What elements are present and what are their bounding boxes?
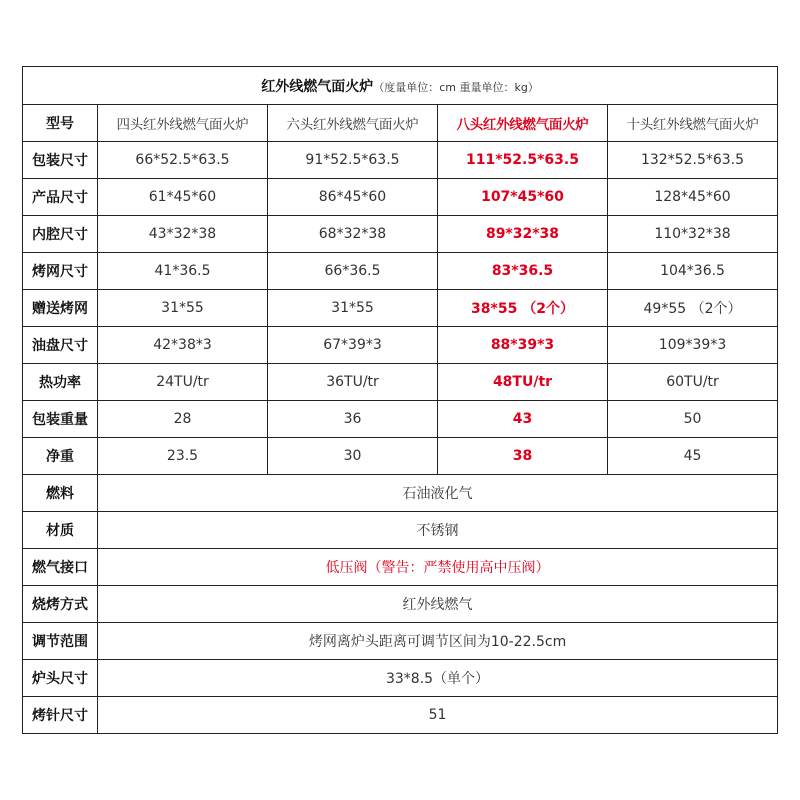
row-label: 热功率 [23,364,98,401]
spec-row-product-size [23,179,778,216]
common-row-gas-connector [23,549,778,586]
spec-value: 66*52.5*63.5 [98,142,268,179]
spec-value-highlight: 38 [438,438,608,475]
row-label: 产品尺寸 [23,179,98,216]
spec-row-gift-grill [23,290,778,327]
spec-value-highlight: 38*55 （2个） [438,290,608,327]
row-label: 烤针尺寸 [23,697,98,734]
row-label: 调节范围 [23,623,98,660]
common-row-skewer-size [23,697,778,734]
common-row-material [23,512,778,549]
row-label: 燃气接口 [23,549,98,586]
spec-value: 28 [98,401,268,438]
spec-value: 31*55 [98,290,268,327]
model-header-row [23,105,778,142]
spec-value: 50 [608,401,778,438]
spec-value: 36TU/tr [268,364,438,401]
model-8-head: 八头红外线燃气面火炉 [438,105,608,142]
common-value: 33*8.5（单个） [98,660,778,697]
row-label: 油盘尺寸 [23,327,98,364]
row-label: 包装尺寸 [23,142,98,179]
spec-row-heat-power [23,364,778,401]
spec-row-grill-size [23,253,778,290]
spec-row-package-weight [23,401,778,438]
table-title-cell [23,67,778,105]
spec-value: 43*32*38 [98,216,268,253]
common-row-burner-size [23,660,778,697]
spec-row-oil-tray [23,327,778,364]
spec-value: 42*38*3 [98,327,268,364]
spec-value-highlight: 89*32*38 [438,216,608,253]
spec-value: 41*36.5 [98,253,268,290]
spec-value: 128*45*60 [608,179,778,216]
spec-value: 49*55 （2个） [608,290,778,327]
common-value: 石油液化气 [98,475,778,512]
common-value-warning: 低压阀（警告：严禁使用高中压阀） [98,549,778,586]
row-label-model: 型号 [23,105,98,142]
table-title: 红外线燃气面火炉 [261,78,374,95]
spec-value: 61*45*60 [98,179,268,216]
spec-value-highlight: 111*52.5*63.5 [438,142,608,179]
spec-row-cavity-size [23,216,778,253]
common-value: 51 [98,697,778,734]
common-row-adjust-range [23,623,778,660]
row-label: 烤网尺寸 [23,253,98,290]
spec-value: 24TU/tr [98,364,268,401]
spec-value: 68*32*38 [268,216,438,253]
spec-value: 86*45*60 [268,179,438,216]
spec-value: 109*39*3 [608,327,778,364]
model-4-head: 四头红外线燃气面火炉 [98,105,268,142]
common-row-grill-method [23,586,778,623]
spec-row-net-weight [23,438,778,475]
spec-value: 67*39*3 [268,327,438,364]
title-row [23,67,778,105]
spec-value: 23.5 [98,438,268,475]
spec-row-package-size [23,142,778,179]
common-value: 不锈钢 [98,512,778,549]
spec-value-highlight: 107*45*60 [438,179,608,216]
spec-value: 91*52.5*63.5 [268,142,438,179]
row-label: 炉头尺寸 [23,660,98,697]
row-label: 材质 [23,512,98,549]
table-units-note: （度量单位：cm 重量单位：kg） [373,80,539,94]
spec-value: 132*52.5*63.5 [608,142,778,179]
row-label: 赠送烤网 [23,290,98,327]
spec-value-highlight: 83*36.5 [438,253,608,290]
row-label: 燃料 [23,475,98,512]
spec-value: 36 [268,401,438,438]
row-label: 包装重量 [23,401,98,438]
spec-value: 104*36.5 [608,253,778,290]
spec-value: 45 [608,438,778,475]
spec-value-highlight: 43 [438,401,608,438]
spec-value: 30 [268,438,438,475]
spec-value-highlight: 48TU/tr [438,364,608,401]
spec-value-highlight: 88*39*3 [438,327,608,364]
row-label: 内腔尺寸 [23,216,98,253]
row-label: 烧烤方式 [23,586,98,623]
spec-table [22,66,778,734]
model-10-head: 十头红外线燃气面火炉 [608,105,778,142]
common-value: 红外线燃气 [98,586,778,623]
model-6-head: 六头红外线燃气面火炉 [268,105,438,142]
spec-value: 66*36.5 [268,253,438,290]
spec-value: 31*55 [268,290,438,327]
common-value: 烤网离炉头距离可调节区间为10-22.5cm [98,623,778,660]
spec-value: 110*32*38 [608,216,778,253]
row-label: 净重 [23,438,98,475]
spec-value: 60TU/tr [608,364,778,401]
common-row-fuel [23,475,778,512]
